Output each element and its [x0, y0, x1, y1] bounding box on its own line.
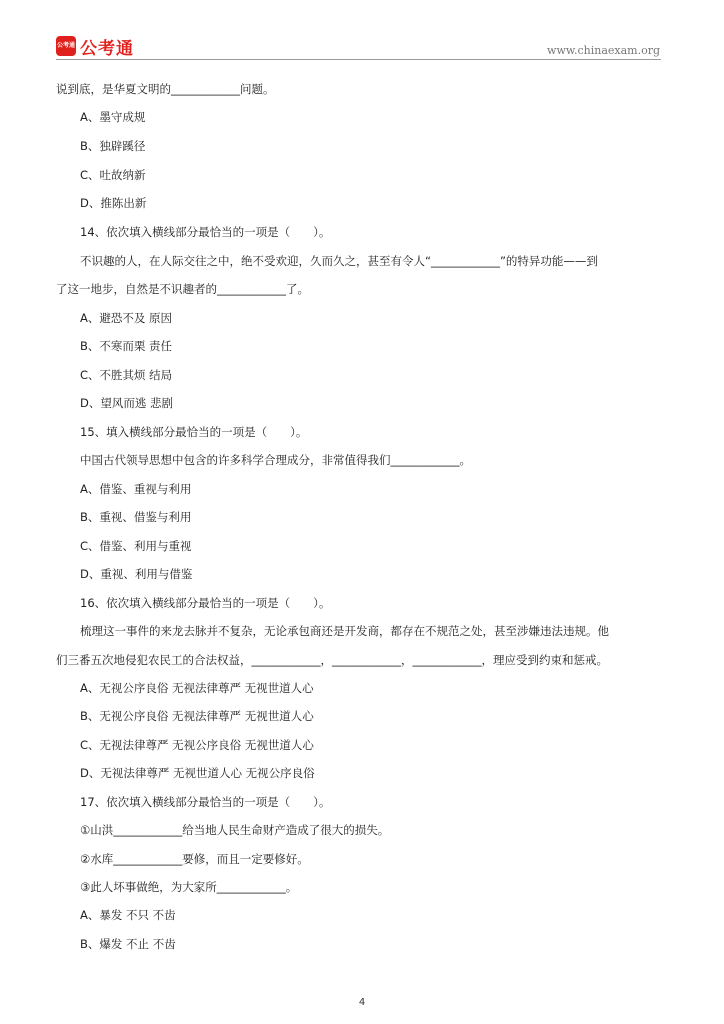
- question-title: 14、依次填入横线部分最恰当的一项是（ ）。: [80, 225, 331, 239]
- question-title: 17、依次填入横线部分最恰当的一项是（ ）。: [80, 795, 331, 809]
- option-line: C、无视法律尊严 无视公序良俗 无视世道人心: [80, 738, 314, 752]
- question-title: 16、依次填入横线部分最恰当的一项是（ ）。: [80, 596, 331, 610]
- option-line: B、无视公序良俗 无视法律尊严 无视世道人心: [80, 709, 314, 723]
- option-line: C、不胜其烦 结局: [80, 368, 173, 382]
- option-line: D、推陈出新: [80, 196, 147, 210]
- page-number: 4: [358, 997, 366, 1008]
- option-line: B、独辟蹊径: [80, 139, 146, 153]
- text-line: ②水库____________要修，而且一定要修好。: [80, 852, 309, 866]
- text-line: ①山洪____________给当地人民生命财产造成了很大的损失。: [80, 823, 390, 837]
- option-line: B、爆发 不止 不齿: [80, 937, 176, 951]
- text-line: 了这一地步，自然是不识趣者的____________了。: [56, 282, 309, 296]
- text-line: 中国古代领导思想中包含的许多科学合理成分，非常值得我们____________。: [80, 453, 471, 467]
- text-line: 说到底，是华夏文明的____________问题。: [56, 82, 275, 96]
- question-title: 15、填入横线部分最恰当的一项是（ ）。: [80, 425, 308, 439]
- option-line: C、借鉴、利用与重视: [80, 539, 192, 553]
- site-url: www.chinaexam.org: [547, 44, 660, 57]
- text-line: 梳理这一事件的来龙去脉并不复杂，无论承包商还是开发商，都存在不规范之处，甚至涉嫌违法违规。他: [80, 624, 609, 638]
- text-line: 们三番五次地侵犯农民工的合法权益，____________，____________，____________，理应受到约束和惩戒。: [56, 653, 608, 667]
- option-line: A、暴发 不只 不齿: [80, 908, 176, 922]
- logo-text: 公考通: [80, 38, 134, 59]
- option-line: B、重视、借鉴与利用: [80, 510, 192, 524]
- option-line: D、无视法律尊严 无视世道人心 无视公序良俗: [80, 766, 315, 780]
- option-line: A、无视公序良俗 无视法律尊严 无视世道人心: [80, 681, 314, 695]
- option-line: D、重视、利用与借鉴: [80, 567, 193, 581]
- option-line: A、借鉴、重视与利用: [80, 482, 192, 496]
- logo-mark-icon: 公考通: [56, 36, 76, 56]
- text-line: ③此人坏事做绝，为大家所____________。: [80, 880, 298, 894]
- option-line: C、吐故纳新: [80, 168, 146, 182]
- option-line: B、不寒而栗 责任: [80, 339, 173, 353]
- option-line: D、望风而逃 悲剧: [80, 396, 174, 410]
- text-line: 不识趣的人，在人际交往之中，绝不受欢迎，久而久之，甚至有令人“____________”的特异功能——到: [80, 254, 598, 268]
- option-line: A、墨守成规: [80, 110, 146, 124]
- option-line: A、避恐不及 原因: [80, 311, 173, 325]
